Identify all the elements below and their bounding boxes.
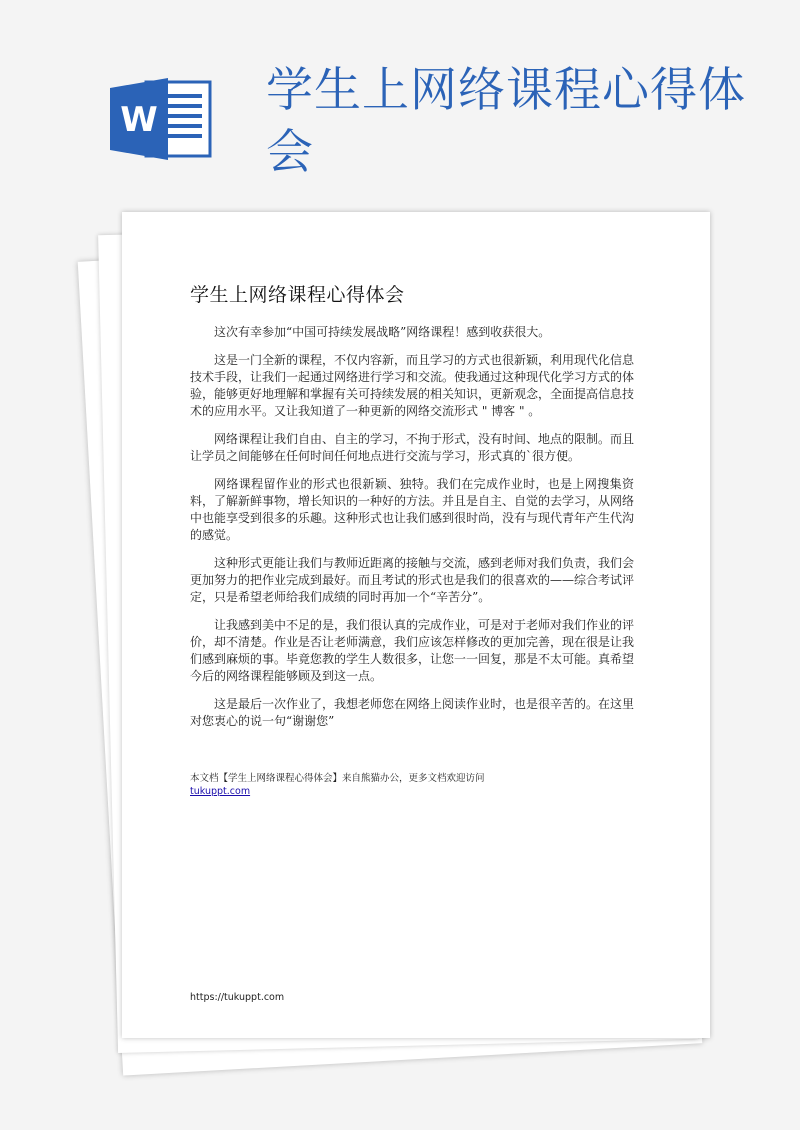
source-note-text: 本文档【学生上网络课程心得体会】来自熊猫办公，更多文档欢迎访问 <box>190 773 485 784</box>
source-link[interactable]: tukuppt.com <box>190 786 251 797</box>
source-note <box>190 772 650 798</box>
document-page <box>122 212 710 1038</box>
paragraph: 这种形式更能让我们与教师近距离的接触与交流，感到老师对我们负责，我们会更加努力的把作业完成到最好。而且考试的形式也是我们的很喜欢的——综合考试评定，只是希望老师给我们成绩的同时再加一个“辛苦分”。 <box>190 556 635 604</box>
document-body <box>190 324 634 741</box>
paragraph: 这次有幸参加“中国可持续发展战略”网络课程！感到收获很大。 <box>214 325 551 339</box>
footer-url: https://tukuppt.com <box>190 992 285 1003</box>
paragraph: 这是一门全新的课程，不仅内容新，而且学习的方式也很新颖，利用现代化信息技术手段，让我们一起通过网络进行学习和交流。使我通过这种现代化学习方式的体验，能够更好地理解和掌握有关可持续发展的相关知识，更新观念，全面提高信息技术的应用水平。又让我知道了一种更新的网络交流形式 " 博客 " 。 <box>190 353 635 418</box>
paragraph: 让我感到美中不足的是，我们很认真的完成作业，可是对于老师对我们作业的评价，却不清楚。作业是否让老师满意，我们应该怎样修改的更加完善，现在很是让我们感到麻烦的事。毕竟您教的学生人数很多，让您一一回复，那是不太可能。真希望今后的网络课程能够顾及到这一点。 <box>190 618 635 683</box>
svg-text:W: W <box>120 100 158 140</box>
paragraph: 这是最后一次作业了，我想老师您在网络上阅读作业时，也是很辛苦的。在这里对您衷心的说一句“谢谢您” <box>190 697 635 728</box>
word-document-icon <box>110 78 214 160</box>
paragraph: 网络课程让我们自由、自主的学习，不拘于形式，没有时间、地点的限制。而且让学员之间能够在任何时间任何地点进行交流与学习，形式真的`很方便。 <box>190 432 635 463</box>
banner-title: 学生上网络课程心得体会 <box>266 63 746 180</box>
paragraph: 网络课程留作业的形式也很新颖、独特。我们在完成作业时，也是上网搜集资料，了解新鲜事物，增长知识的一种好的方法。并且是自主、自觉的去学习，从网络中也能享受到很多的乐趣。这种形式也让我们感到很时尚，没有与现代青年产生代沟的感觉。 <box>190 477 635 542</box>
document-title: 学生上网络课程心得体会 <box>190 284 405 306</box>
